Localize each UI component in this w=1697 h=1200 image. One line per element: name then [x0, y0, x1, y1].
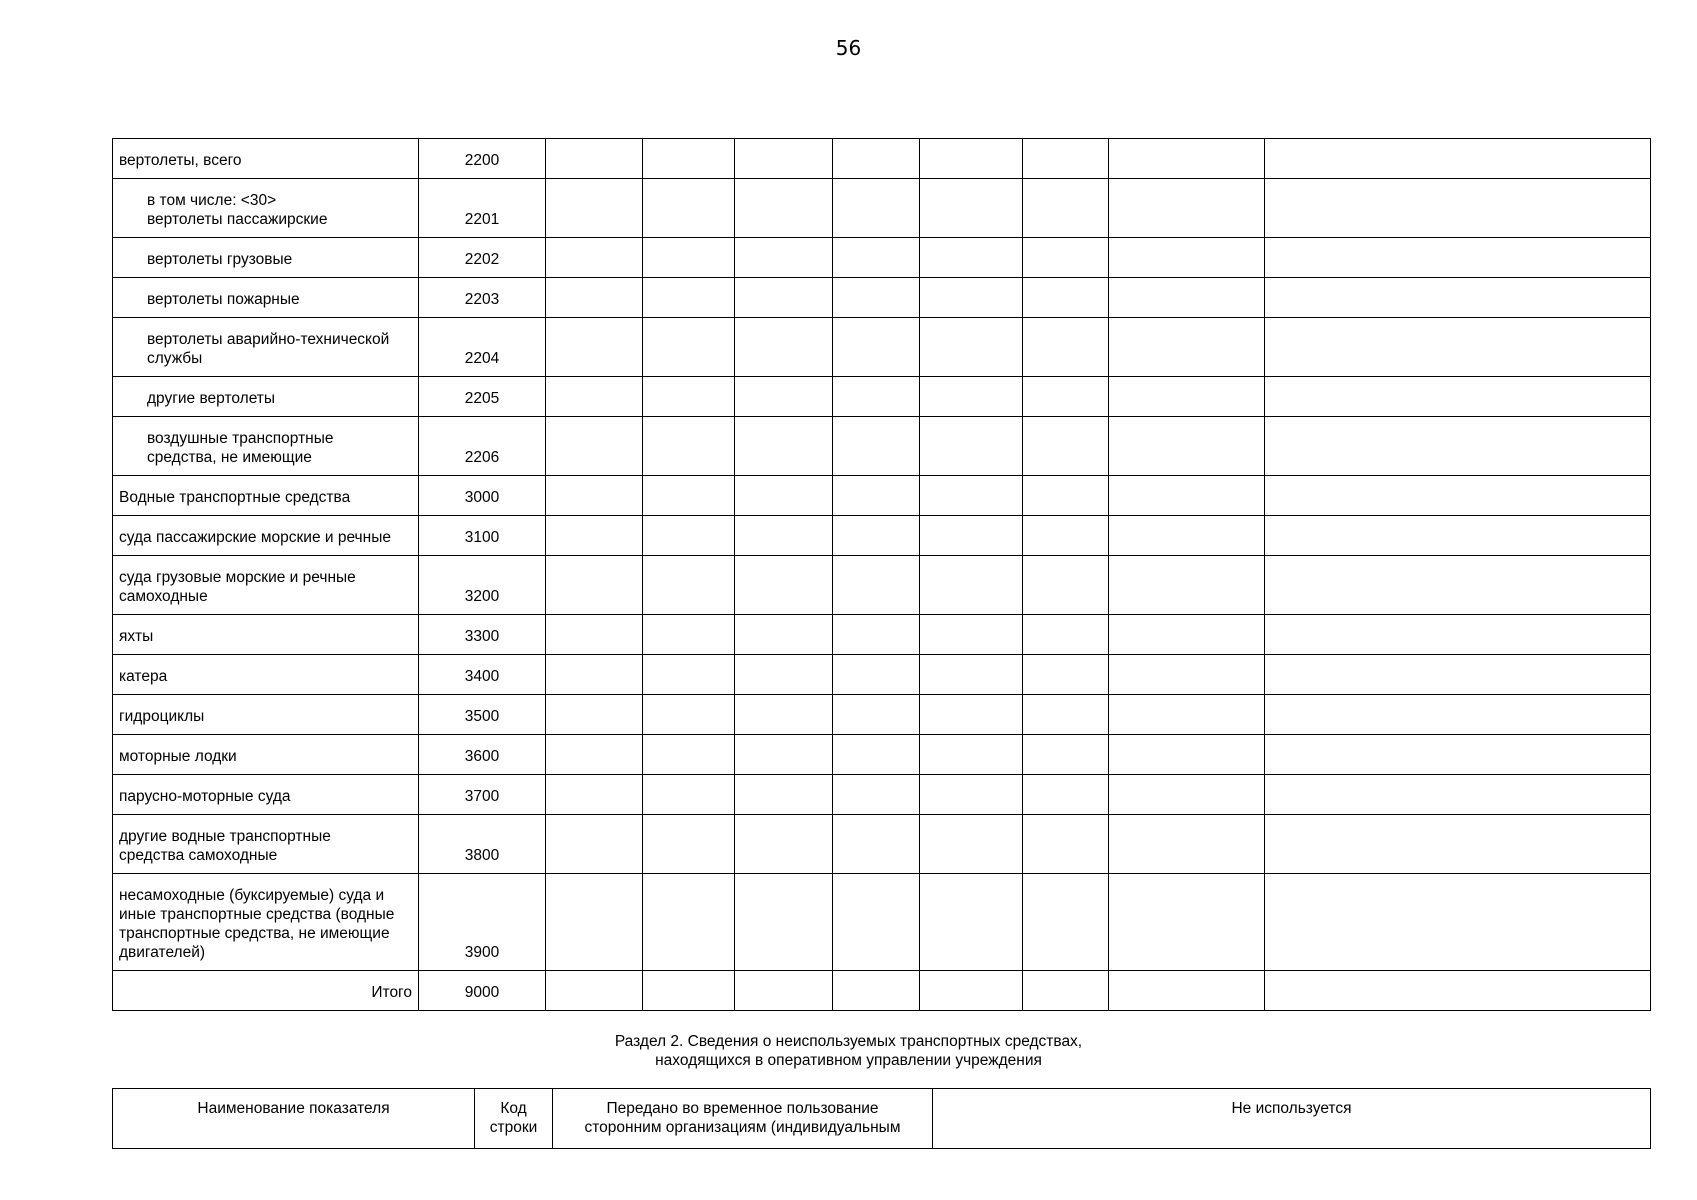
table-cell	[1265, 695, 1651, 735]
page-number: 56	[835, 36, 862, 60]
header-not-used: Не используется	[933, 1089, 1651, 1149]
row-code: 2202	[419, 238, 546, 278]
table-cell	[643, 278, 735, 318]
total-label: Итого	[113, 971, 419, 1011]
table-cell	[1265, 615, 1651, 655]
table-cell	[1109, 476, 1265, 516]
table-cell	[546, 139, 643, 179]
row-name: воздушные транспортные средства, не имеющие	[113, 417, 419, 476]
table-cell	[546, 377, 643, 417]
table-cell	[833, 377, 920, 417]
table-cell	[735, 556, 833, 615]
table-cell	[1109, 735, 1265, 775]
table-cell	[546, 971, 643, 1011]
table-cell	[735, 874, 833, 971]
table-row	[113, 615, 1651, 655]
row-name: другие водные транспортные средства самоходные	[113, 815, 419, 874]
row-code: 3200	[419, 556, 546, 615]
table-cell	[920, 377, 1023, 417]
section-title-line: находящихся в оперативном управлении учреждения	[655, 1052, 1042, 1069]
table-row	[113, 476, 1651, 516]
table-cell	[643, 417, 735, 476]
table-cell	[643, 516, 735, 556]
table-row	[113, 238, 1651, 278]
table-cell	[643, 238, 735, 278]
table-cell	[1023, 238, 1109, 278]
table-cell	[1023, 775, 1109, 815]
table-cell	[833, 815, 920, 874]
section-title	[0, 1032, 1697, 1070]
table-cell	[920, 417, 1023, 476]
table-cell	[1265, 278, 1651, 318]
row-name: в том числе: <30> вертолеты пассажирские	[113, 179, 419, 238]
table-row	[113, 516, 1651, 556]
table-row	[113, 278, 1651, 318]
table-cell	[1265, 516, 1651, 556]
table-row	[113, 556, 1651, 615]
table-cell	[643, 179, 735, 238]
table-cell	[643, 695, 735, 735]
row-code: 9000	[419, 971, 546, 1011]
table-cell	[735, 775, 833, 815]
table-cell	[920, 735, 1023, 775]
table-cell	[546, 735, 643, 775]
header-name: Наименование показателя	[113, 1089, 475, 1149]
header-transferred: Передано во временное пользование сторонним организациям (индивидуальным	[553, 1089, 933, 1149]
table-cell	[546, 278, 643, 318]
row-code: 3600	[419, 735, 546, 775]
row-code: 3800	[419, 815, 546, 874]
table-cell	[1109, 516, 1265, 556]
table-cell	[735, 971, 833, 1011]
table-cell	[1023, 556, 1109, 615]
table-cell	[920, 476, 1023, 516]
table-cell	[735, 735, 833, 775]
table-row-total	[113, 971, 1651, 1011]
table-cell	[920, 775, 1023, 815]
table-cell	[735, 417, 833, 476]
row-code: 3300	[419, 615, 546, 655]
table-cell	[735, 377, 833, 417]
table-cell	[1109, 874, 1265, 971]
row-code: 3100	[419, 516, 546, 556]
table-cell	[1109, 655, 1265, 695]
table-cell	[735, 615, 833, 655]
table-cell	[546, 815, 643, 874]
table-cell	[1265, 971, 1651, 1011]
table-header-row	[113, 1089, 1651, 1149]
table-cell	[833, 238, 920, 278]
row-code: 3900	[419, 874, 546, 971]
table-cell	[833, 695, 920, 735]
row-name: гидроциклы	[113, 695, 419, 735]
table-cell	[546, 655, 643, 695]
row-name: другие вертолеты	[113, 377, 419, 417]
table-cell	[920, 695, 1023, 735]
table-row	[113, 139, 1651, 179]
row-code: 2205	[419, 377, 546, 417]
table-row	[113, 874, 1651, 971]
table-cell	[643, 874, 735, 971]
table-cell	[1023, 139, 1109, 179]
table-cell	[920, 556, 1023, 615]
table-cell	[643, 377, 735, 417]
table-cell	[643, 971, 735, 1011]
table-cell	[735, 476, 833, 516]
table-cell	[833, 318, 920, 377]
table-cell	[833, 874, 920, 971]
table-cell	[833, 735, 920, 775]
table-cell	[643, 318, 735, 377]
table-cell	[1265, 179, 1651, 238]
table-cell	[1265, 874, 1651, 971]
table-cell	[1265, 556, 1651, 615]
table-cell	[833, 139, 920, 179]
table-cell	[833, 556, 920, 615]
table-cell	[1109, 615, 1265, 655]
row-name: катера	[113, 655, 419, 695]
row-code: 2200	[419, 139, 546, 179]
row-name: парусно-моторные суда	[113, 775, 419, 815]
table-row	[113, 318, 1651, 377]
table-cell	[1023, 874, 1109, 971]
table-cell	[1265, 655, 1651, 695]
row-name: суда пассажирские морские и речные	[113, 516, 419, 556]
row-name: суда грузовые морские и речные самоходные	[113, 556, 419, 615]
table-cell	[546, 775, 643, 815]
table-cell	[1265, 815, 1651, 874]
table-cell	[546, 476, 643, 516]
table-cell	[1109, 139, 1265, 179]
table-cell	[833, 179, 920, 238]
table-cell	[1265, 735, 1651, 775]
header-code: Код строки	[475, 1089, 553, 1149]
table-cell	[1109, 775, 1265, 815]
table-cell	[833, 476, 920, 516]
table-cell	[920, 238, 1023, 278]
table-cell	[833, 417, 920, 476]
table-cell	[546, 417, 643, 476]
table-row	[113, 775, 1651, 815]
table-cell	[1023, 417, 1109, 476]
table-cell	[1023, 695, 1109, 735]
table-cell	[643, 735, 735, 775]
table-cell	[643, 139, 735, 179]
table-cell	[1265, 139, 1651, 179]
table-cell	[1109, 179, 1265, 238]
table-row	[113, 179, 1651, 238]
table-cell	[735, 179, 833, 238]
table-cell	[1109, 695, 1265, 735]
table-cell	[920, 615, 1023, 655]
table-cell	[735, 139, 833, 179]
table-cell	[1109, 278, 1265, 318]
table-cell	[735, 516, 833, 556]
table-cell	[1265, 377, 1651, 417]
row-name: вертолеты грузовые	[113, 238, 419, 278]
table-cell	[1109, 971, 1265, 1011]
table-cell	[920, 874, 1023, 971]
table-row	[113, 377, 1651, 417]
table-cell	[735, 238, 833, 278]
row-name: несамоходные (буксируемые) суда и иные транспортные средства (водные транспортные средства, не имеющие двигателей)	[113, 874, 419, 971]
table-cell	[546, 179, 643, 238]
table-row	[113, 655, 1651, 695]
row-name: яхты	[113, 615, 419, 655]
table-cell	[833, 516, 920, 556]
table-cell	[1265, 417, 1651, 476]
table-cell	[833, 775, 920, 815]
table-cell	[1023, 655, 1109, 695]
table-cell	[1109, 417, 1265, 476]
table-cell	[546, 238, 643, 278]
table-cell	[920, 278, 1023, 318]
table-cell	[920, 318, 1023, 377]
table-cell	[1023, 476, 1109, 516]
row-code: 2203	[419, 278, 546, 318]
table-row	[113, 815, 1651, 874]
table-cell	[833, 655, 920, 695]
table-cell	[920, 655, 1023, 695]
table-row	[113, 417, 1651, 476]
section2-table	[112, 1088, 1651, 1149]
table-cell	[833, 278, 920, 318]
row-code: 2201	[419, 179, 546, 238]
table-cell	[1109, 815, 1265, 874]
table-cell	[546, 874, 643, 971]
row-name: вертолеты пожарные	[113, 278, 419, 318]
table-cell	[1109, 238, 1265, 278]
table-cell	[833, 615, 920, 655]
table-cell	[643, 655, 735, 695]
table-cell	[735, 815, 833, 874]
table-cell	[643, 775, 735, 815]
table-row	[113, 735, 1651, 775]
table-cell	[1109, 377, 1265, 417]
vehicles-table	[112, 138, 1651, 1011]
table-cell	[1109, 318, 1265, 377]
table-cell	[546, 615, 643, 655]
row-code: 2204	[419, 318, 546, 377]
table-cell	[1023, 815, 1109, 874]
table-cell	[1023, 278, 1109, 318]
row-code: 3700	[419, 775, 546, 815]
table-cell	[1265, 238, 1651, 278]
table-cell	[643, 615, 735, 655]
table-cell	[1023, 735, 1109, 775]
table-cell	[546, 695, 643, 735]
table-cell	[833, 971, 920, 1011]
table-row	[113, 695, 1651, 735]
table-cell	[920, 815, 1023, 874]
table-cell	[1023, 179, 1109, 238]
table-cell	[643, 476, 735, 516]
row-code: 2206	[419, 417, 546, 476]
row-code: 3500	[419, 695, 546, 735]
table-cell	[1265, 476, 1651, 516]
table-cell	[920, 139, 1023, 179]
table-cell	[1023, 377, 1109, 417]
table-cell	[920, 179, 1023, 238]
table-cell	[1023, 516, 1109, 556]
table-cell	[546, 318, 643, 377]
table-cell	[1265, 775, 1651, 815]
row-code: 3000	[419, 476, 546, 516]
table-cell	[1265, 318, 1651, 377]
table-cell	[1023, 971, 1109, 1011]
row-name: вертолеты аварийно-технической службы	[113, 318, 419, 377]
table-cell	[546, 556, 643, 615]
table-cell	[735, 318, 833, 377]
row-name: Водные транспортные средства	[113, 476, 419, 516]
row-code: 3400	[419, 655, 546, 695]
table-cell	[1109, 556, 1265, 615]
table-cell	[735, 695, 833, 735]
table-cell	[920, 971, 1023, 1011]
table-cell	[735, 278, 833, 318]
section-title-line: Раздел 2. Сведения о неиспользуемых транспортных средствах,	[614, 1033, 1083, 1050]
table-cell	[643, 815, 735, 874]
table-cell	[643, 556, 735, 615]
table-cell	[1023, 318, 1109, 377]
table-cell	[920, 516, 1023, 556]
table-cell	[546, 516, 643, 556]
table-cell	[1023, 615, 1109, 655]
table-cell	[735, 655, 833, 695]
row-name: вертолеты, всего	[113, 139, 419, 179]
row-name: моторные лодки	[113, 735, 419, 775]
